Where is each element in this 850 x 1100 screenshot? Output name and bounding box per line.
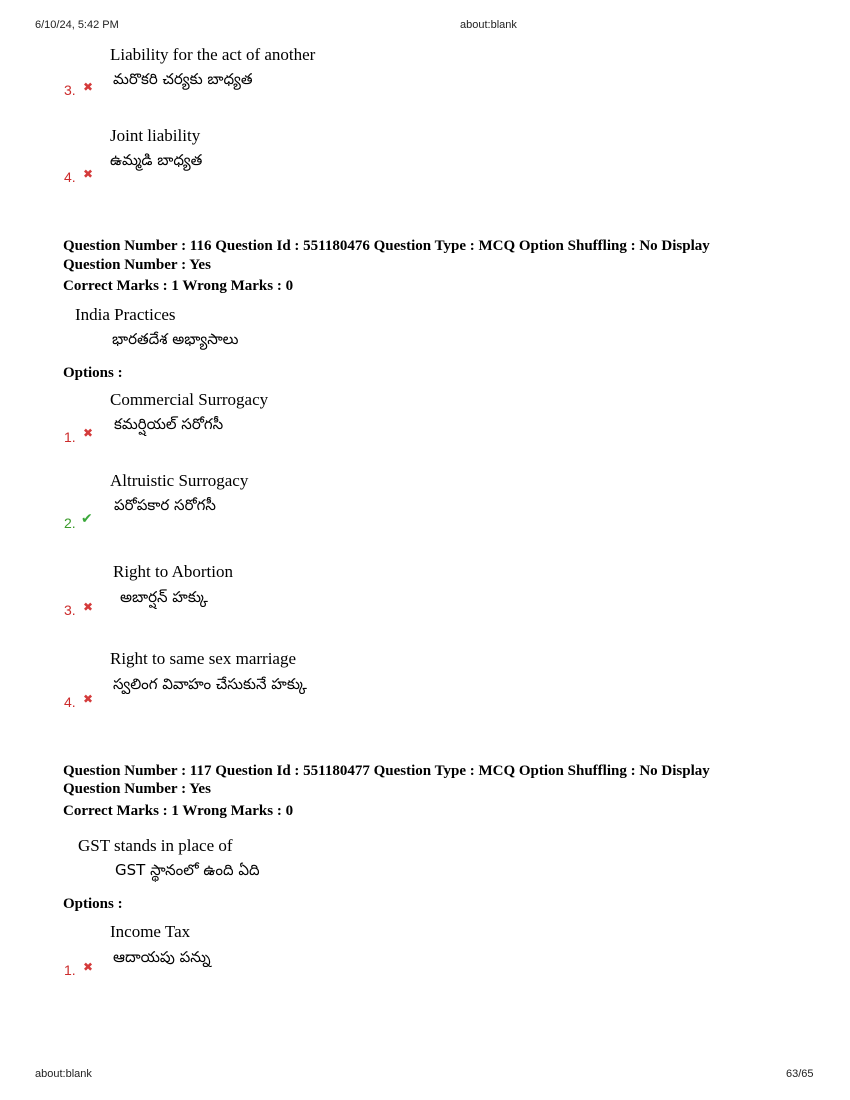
options-label: Options : [63, 365, 123, 381]
option-number: 2. [64, 515, 76, 531]
option-text-en: Joint liability [110, 126, 201, 145]
option-text-te: మరొకరి చర్యకు బాధ్యత [113, 70, 253, 88]
option-text-te: ఆదాయపు పన్ను [113, 948, 211, 966]
option-number: 1. [64, 962, 76, 978]
option-text-en: Right to same sex marriage [110, 649, 297, 668]
option-number: 3. [64, 82, 76, 98]
option-text-en: Commercial Surrogacy [110, 390, 269, 409]
cross-icon: ✖ [83, 80, 94, 94]
question-meta-line2: Question Number : Yes [63, 781, 211, 797]
option-number: 1. [64, 429, 76, 445]
option-number: 4. [64, 169, 76, 185]
question-marks: Correct Marks : 1 Wrong Marks : 0 [63, 278, 294, 294]
cross-icon: ✖ [83, 167, 94, 181]
option-text-te: స్వలింగ వివాహం చేసుకునే హక్కు [113, 675, 307, 693]
option-text-en: Right to Abortion [113, 562, 233, 581]
options-label: Options : [63, 896, 123, 912]
print-title: about:blank [460, 19, 517, 31]
print-datetime: 6/10/24, 5:42 PM [35, 19, 119, 31]
check-icon: ✔ [81, 511, 93, 527]
question-meta-line1: Question Number : 116 Question Id : 551180476 Question Type : MCQ Option Shuffling : No Display [63, 238, 710, 254]
option-text-te: అబార్షన్ హక్కు [120, 588, 208, 606]
option-text-te: కమర్షియల్ సరోగసీ [114, 415, 224, 433]
question-text-en: India Practices [75, 305, 176, 324]
question-meta-line1: Question Number : 117 Question Id : 551180477 Question Type : MCQ Option Shuffling : No Display [63, 763, 710, 779]
cross-icon: ✖ [83, 960, 94, 974]
option-text-en: Liability for the act of another [110, 45, 316, 64]
question-text-te: GST స్థానంలో ఉంది ఏది [115, 861, 260, 879]
cross-icon: ✖ [83, 692, 94, 706]
question-text-te: భారతదేశ అభ్యాసాలు [112, 330, 239, 348]
cross-icon: ✖ [83, 600, 94, 614]
question-meta-line2: Question Number : Yes [63, 257, 211, 273]
cross-icon: ✖ [83, 426, 94, 440]
question-text-en: GST stands in place of [78, 836, 233, 855]
option-number: 4. [64, 694, 76, 710]
option-number: 3. [64, 602, 76, 618]
option-text-en: Income Tax [110, 922, 191, 941]
question-marks: Correct Marks : 1 Wrong Marks : 0 [63, 803, 294, 819]
option-text-te: ఉమ్మడి బాధ్యత [110, 151, 203, 169]
print-page-number: 63/65 [786, 1068, 814, 1080]
print-footer-url: about:blank [35, 1068, 92, 1080]
option-text-en: Altruistic Surrogacy [110, 471, 249, 490]
option-text-te: పరోపకార సరోగసీ [114, 496, 216, 514]
